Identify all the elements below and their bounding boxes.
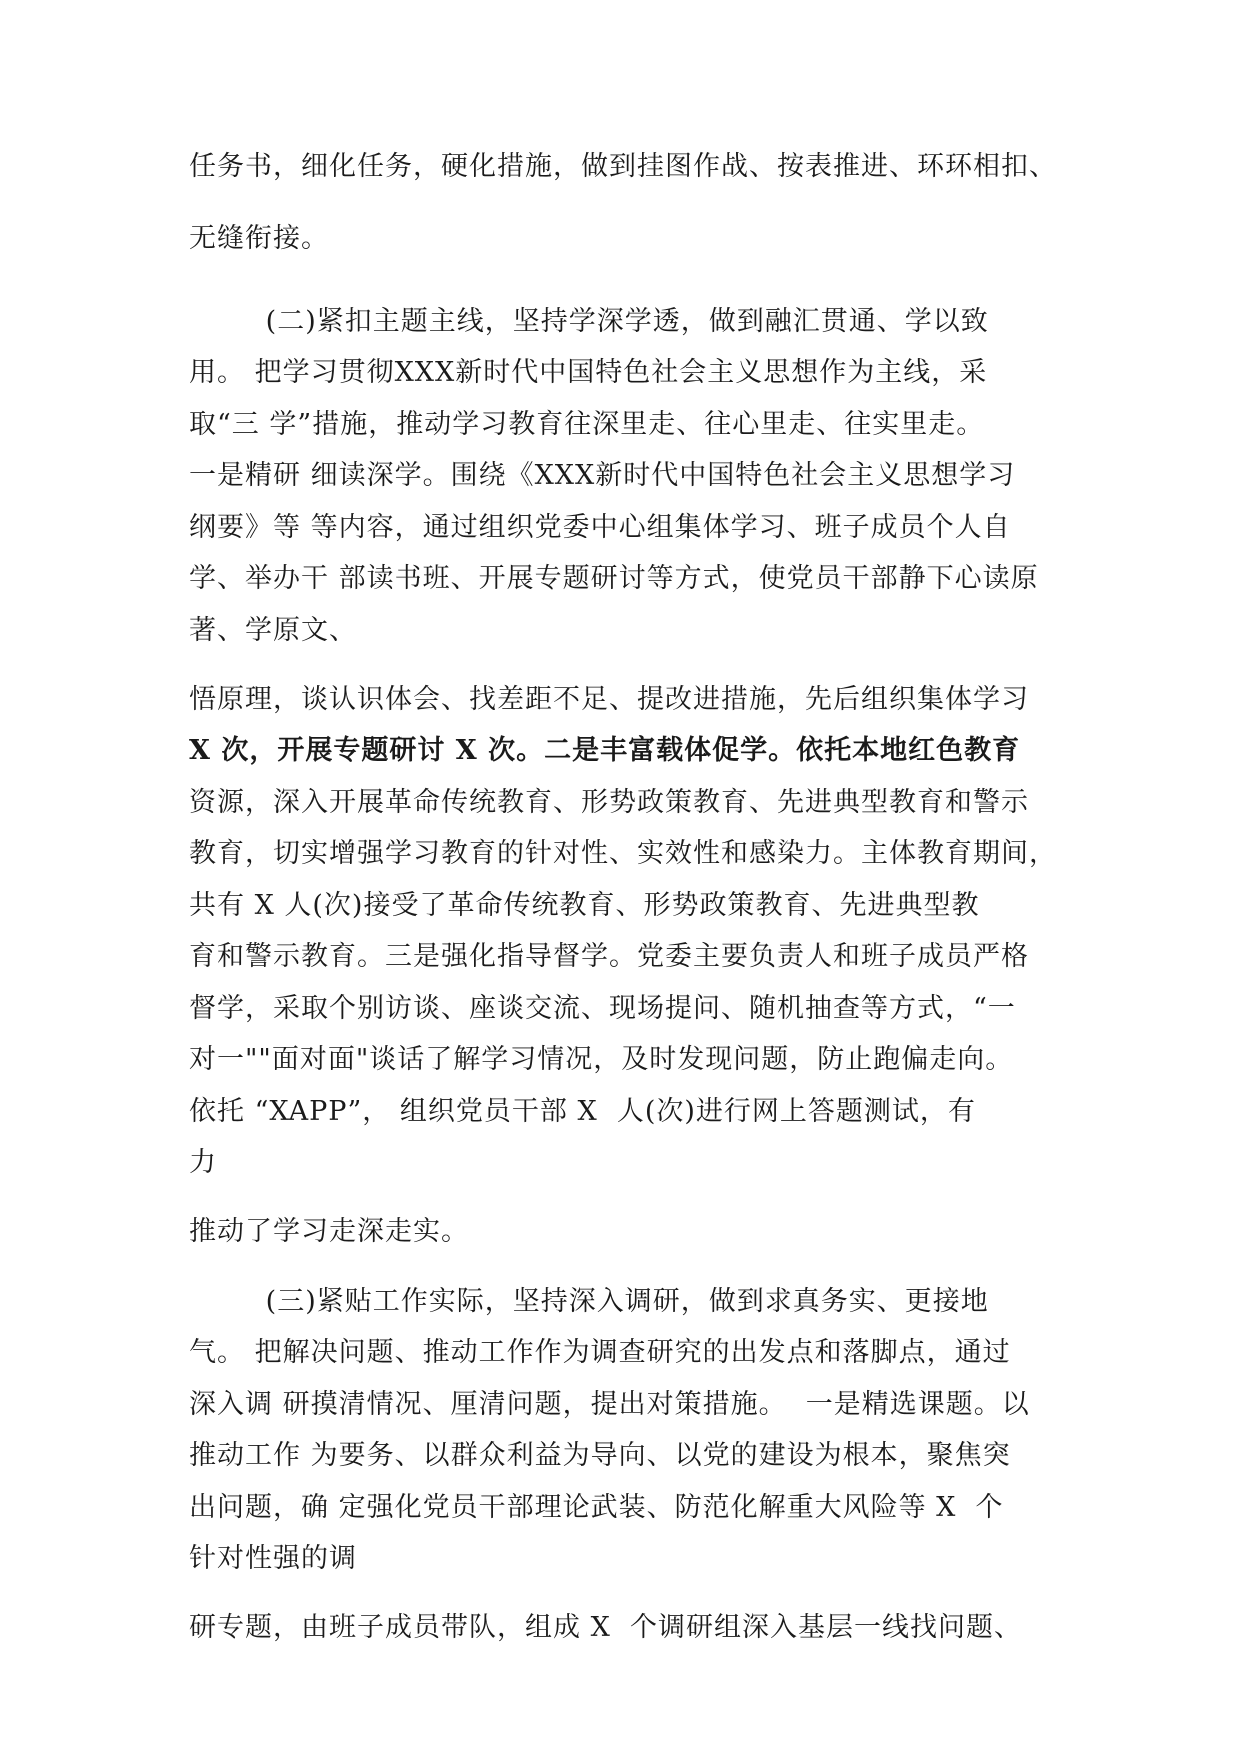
text-line: (三)紧贴工作实际，坚持深入调研，做到求真务实、更接地 (189, 1286, 989, 1317)
text-line: 育和警示教育。三是强化指导督学。党委主要负责人和班子成员严格 (189, 941, 1029, 972)
text-line: 教育，切实增强学习教育的针对性、实效性和感染力。主体教育期间， (189, 838, 1057, 869)
text-line: 任务书，细化任务，硬化措施，做到挂图作战、按表推进、环环相扣、 (189, 151, 1057, 182)
text-line: 学、举办干 部读书班、开展专题研讨等方式，使党员干部静下心读原 (189, 563, 1039, 594)
text-line: 一是精研 细读深学。围绕《XXX新时代中国特色社会主义思想学习 (189, 460, 1016, 491)
text-line: 著、学原文、 (189, 615, 357, 646)
text-line: 力 (189, 1147, 217, 1178)
text-line: 纲要》等 等内容，通过组织党委中心组集体学习、班子成员个人自 (189, 512, 1011, 543)
text-line: 用。 把学习贯彻XXX新时代中国特色社会主义思想作为主线，采 (189, 357, 988, 388)
text-line-bold: X 次，开展专题研讨 X 次。二是丰富载体促学。依托本地红色教育 (189, 735, 1021, 766)
text-line: 取“三 学”措施，推动学习教育往深里走、往心里走、往实里走。 (189, 409, 985, 440)
text-line: 气。 把解决问题、推动工作作为调查研究的出发点和落脚点，通过 (189, 1337, 1011, 1368)
text-line: 出问题，确 定强化党员干部理论武装、防范化解重大风险等 X 个 (189, 1492, 1004, 1523)
text-line: 悟原理，谈认识体会、找差距不足、提改进措施，先后组织集体学习 (189, 684, 1029, 715)
text-line: 督学，采取个别访谈、座谈交流、现场提问、随机抽查等方式，“一 (189, 993, 1016, 1024)
text-line: 对一""面对面"谈话了解学习情况，及时发现问题，防止跑偏走向。 (189, 1044, 1014, 1075)
text-line: 无缝衔接。 (189, 223, 329, 254)
text-line: 共有 X 人(次)接受了革命传统教育、形势政策教育、先进典型教 (189, 890, 980, 921)
text-line: 推动了学习走深走实。 (189, 1216, 469, 1247)
text-line: 依托 “XAPP”， 组织党员干部 X 人(次)进行网上答题测试，有 (189, 1096, 976, 1127)
text-line: 研专题，由班子成员带队，组成 X 个调研组深入基层一线找问题、 (189, 1612, 1022, 1643)
text-line: 推动工作 为要务、以群众利益为导向、以党的建设为根本，聚焦突 (189, 1440, 1011, 1471)
text-line: 深入调 研摸清情况、厘清问题，提出对策措施。 一是精选课题。以 (189, 1389, 1030, 1420)
text-line: (二)紧扣主题主线，坚持学深学透，做到融汇贯通、学以致 (189, 306, 989, 337)
text-line: 资源，深入开展革命传统教育、形势政策教育、先进典型教育和警示 (189, 787, 1029, 818)
text-line: 针对性强的调 (189, 1543, 357, 1574)
